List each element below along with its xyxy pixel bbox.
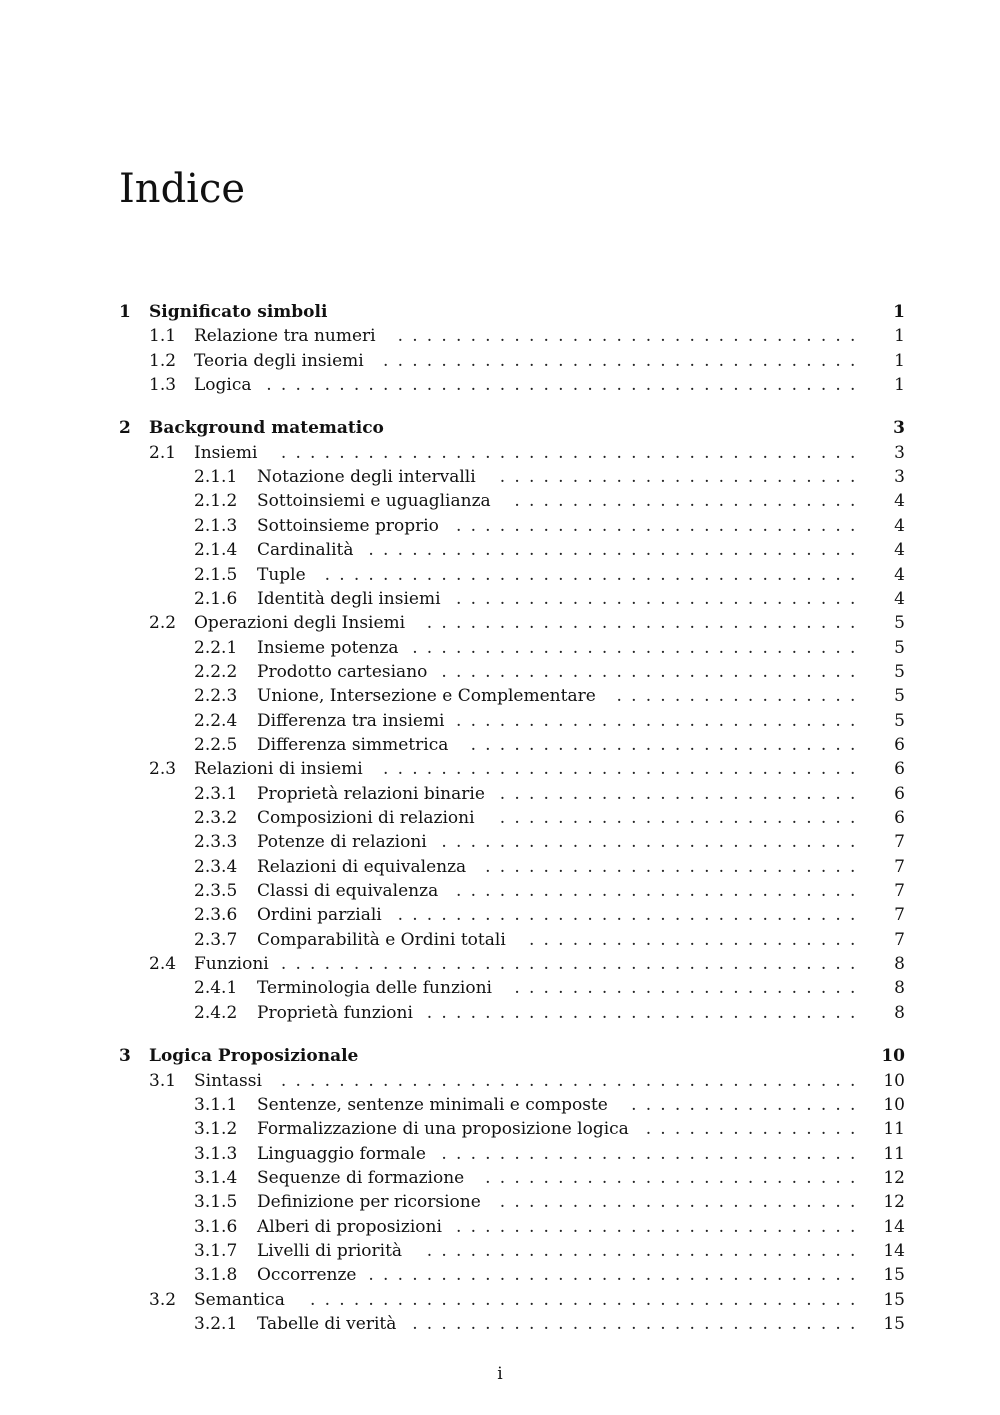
toc-entry-page: 5 [894,661,905,682]
toc-entry-subsection[interactable] [0,563,1000,587]
toc-entry-title: Differenza tra insiemi [257,710,445,731]
toc-dot-leader: . . . . . . . . . . . . . . . . . . . . . . . . . . . . . . . . [397,905,856,926]
toc-entry-number: 2.2.4 [194,710,238,731]
toc-entry-subsection[interactable] [0,733,1000,757]
toc-entry-title: Definizione per ricorsione [257,1192,481,1213]
toc-entry-number: 2.3 [149,759,177,780]
toc-entry-number: 2.3.2 [194,808,238,828]
toc-entry-title: Significato simboli [149,302,328,322]
toc-entry-page: 15 [883,1289,905,1310]
toc-entry-page: 6 [894,759,905,780]
toc-entry-page: 7 [894,905,905,926]
toc-entry-number: 2.1 [149,442,177,463]
toc-entry-title: Formalizzazione di una proposizione logica [257,1119,629,1140]
toc-entry-number: 3.1.5 [194,1192,238,1213]
toc-entry-subsection[interactable] [0,1093,1000,1117]
toc-entry-title: Insiemi [194,442,258,463]
toc-entry-number: 3.1.3 [194,1143,238,1164]
toc-entry-chapter[interactable] [0,300,1000,324]
toc-entry-page: 4 [894,491,905,512]
toc-entry-title: Relazioni di insiemi [194,759,363,780]
toc-entry-page: 8 [894,954,905,975]
toc-entry-page: 6 [894,734,905,755]
toc-entry-number: 2.3.4 [194,856,238,877]
toc-entry-subsection[interactable] [0,782,1000,806]
toc-entry-page: 1 [894,326,905,347]
toc-entry-section[interactable] [0,373,1000,397]
toc-entry-page: 10 [881,1046,905,1067]
toc-dot-leader: . . . . . . . . . . . . . . . . . . . . . . . . . . . . [455,588,856,609]
toc-entry-title: Cardinalità [257,540,354,561]
toc-entry-subsection[interactable] [0,855,1000,879]
toc-entry-number: 2.4.1 [194,978,238,999]
toc-entry-section[interactable] [0,349,1000,373]
toc-entry-page: 8 [894,978,905,999]
toc-dot-leader: . . . . . . . . . . . . . . . . . . . . . . . . . . . . [455,881,856,902]
toc-entry-title: Linguaggio formale [257,1143,426,1164]
toc-entry-subsection[interactable] [0,709,1000,733]
toc-entry-number: 2.3.5 [194,881,238,902]
toc-dot-leader: . . . . . . . . . . . . . . . . . . . . . . . . . . . . . . . . . [383,350,856,371]
toc-entry-number: 3.2 [149,1289,177,1310]
toc-entry-subsection[interactable] [0,830,1000,854]
toc-entry-number: 3.1.7 [194,1240,238,1261]
toc-entry-number: 2.3.7 [194,929,238,950]
toc-dot-leader: . . . . . . . . . . . . . . . . . . . . . . . . . . . . . [441,661,856,682]
toc-entry-chapter[interactable] [0,1044,1000,1068]
toc-entry-number: 1.2 [149,350,177,371]
toc-dot-leader: . . . . . . . . . . . . . . . . . . . . . . . . . . . [470,734,856,755]
toc-dot-leader: . . . . . . . . . . . . . . . . . . . . . . . . . . . . . [441,832,856,853]
toc-entry-page: 7 [894,929,905,950]
toc-entry-title: Notazione degli intervalli [257,467,476,488]
toc-entry-subsection[interactable] [0,465,1000,489]
toc-dot-leader: . . . . . . . . . . . . . . . . . . . . . . . . . [499,783,856,804]
toc-dot-leader: . . . . . . . . . . . . . . . . . . . . . . . . . . . . . . . . . [383,759,856,780]
toc-entry-page: 3 [894,467,905,488]
toc-entry-title: Occorrenze [257,1265,357,1286]
toc-entry-title: Unione, Intersezione e Complementare [257,686,596,707]
toc-entry-title: Logica Proposizionale [149,1046,359,1067]
toc-entry-page: 11 [883,1143,905,1164]
toc-entry-subsection[interactable] [0,1263,1000,1287]
toc-entry-title: Alberi di proposizioni [257,1216,442,1237]
toc-entry-title: Classi di equivalenza [257,881,439,902]
toc-entry-number: 2.1.4 [194,540,238,561]
toc-entry-number: 2.2 [149,613,177,634]
toc-dot-leader: . . . . . . . . . . . . . . . . . . . . . . . . . . . . . . . . . . . . . . . . [280,954,856,975]
toc-entry-page: 14 [883,1216,905,1237]
toc-entry-title: Logica [194,375,252,396]
toc-entry-subsection[interactable] [0,1215,1000,1239]
toc-entry-number: 2.4.2 [194,1002,238,1023]
toc-entry-page: 14 [883,1240,905,1261]
toc-dot-leader: . . . . . . . . . . . . . . . . . . . . . . . . . . . . [455,515,856,536]
toc-entry-subsection[interactable] [0,1001,1000,1025]
toc-entry-number: 3.1.8 [194,1265,238,1286]
toc-dot-leader: . . . . . . . . . . . . . . . . . . . . . . . . [514,491,856,512]
toc-entry-number: 2.3.3 [194,832,238,853]
toc-entry-number: 2.3.6 [194,905,238,926]
toc-dot-leader: . . . . . . . . . . . . . . . . . . . . . . . . . . . . . . . [412,637,856,658]
toc-entry-number: 3.2.1 [194,1314,238,1334]
toc-entry-title: Sintassi [194,1070,262,1091]
toc-dot-leader: . . . . . . . . . . . . . . . . . . . . . . . . . . . . . . . . [397,326,856,347]
toc-entry-subsection[interactable] [0,489,1000,513]
toc-entry-page: 6 [894,783,905,804]
toc-entry-number: 3.1.2 [194,1119,238,1140]
toc-entry-page: 5 [894,637,905,658]
toc-entry-page: 12 [883,1167,905,1188]
toc-entry-page: 11 [883,1119,905,1140]
toc-entry-title: Sentenze, sentenze minimali e composte [257,1094,608,1115]
toc-entry-title: Comparabilità e Ordini totali [257,929,506,950]
toc-entry-page: 4 [894,564,905,585]
toc-entry-page: 5 [894,613,905,634]
toc-entry-title: Sequenze di formazione [257,1167,465,1188]
toc-entry-page: 3 [893,418,905,439]
toc-entry-page: 12 [883,1192,905,1213]
toc-entry-subsection[interactable] [0,928,1000,952]
toc-entry-number: 2.1.2 [194,491,238,512]
toc-entry-subsection[interactable] [0,879,1000,903]
toc-entry-subsection[interactable] [0,903,1000,927]
toc-entry-title: Operazioni degli Insiemi [194,613,406,634]
toc-dot-leader: . . . . . . . . . . . . . . . . . . . . . . . . . . . . . . [426,1002,856,1023]
toc-entry-section[interactable] [0,324,1000,348]
toc-dot-leader: . . . . . . . . . . . . . . . . . . . . . . . . . . . . [455,1216,856,1237]
page-title: Indice [119,166,246,212]
toc-entry-subsection[interactable] [0,636,1000,660]
toc-entry-page: 7 [894,881,905,902]
toc-dot-leader: . . . . . . . . . . . . . . . . . . . . . . . [528,929,856,950]
toc-entry-number: 2.3.1 [194,783,238,804]
toc-entry-subsection[interactable] [0,1117,1000,1141]
toc-dot-leader: . . . . . . . . . . . . . . . . . . . . . . . . . . . . . . . . . . . . . [324,564,856,585]
toc-dot-leader: . . . . . . . . . . . . . . . . . . . . . . . . . . . . . . . [412,1314,856,1334]
toc-entry-page: 10 [883,1094,905,1115]
toc-dot-leader: . . . . . . . . . . . . . . . . . . . . . . . . . . . . . . . . . . [368,540,856,561]
toc-dot-leader: . . . . . . . . . . . . . . . . . . . . . . . . . . . . . . . . . . . . . . . . [280,442,856,463]
toc-entry-number: 3.1.6 [194,1216,238,1237]
toc-entry-page: 7 [894,832,905,853]
toc-entry-number: 2.2.3 [194,686,238,707]
toc-entry-subsection[interactable] [0,1312,1000,1336]
toc-entry-page: 5 [894,686,905,707]
toc-entry-title: Insieme potenza [257,637,399,658]
toc-entry-title: Livelli di priorità [257,1240,403,1261]
toc-entry-page: 10 [883,1070,905,1091]
toc-entry-title: Relazioni di equivalenza [257,856,467,877]
toc-entry-number: 2.2.5 [194,734,238,755]
toc-entry-number: 3.1 [149,1070,177,1091]
toc-entry-page: 4 [894,540,905,561]
toc-entry-subsection[interactable] [0,514,1000,538]
toc-dot-leader: . . . . . . . . . . . . . . . . . . . . . . . . . . . . . . . . . . . . . . . . . [266,375,856,396]
toc-dot-leader: . . . . . . . . . . . . . . . . . . . . . . . . . . . . . . [426,613,856,634]
toc-entry-title: Composizioni di relazioni [257,808,475,828]
toc-entry-section[interactable] [0,952,1000,976]
toc-entry-page: 5 [894,710,905,731]
toc-entry-section[interactable] [0,1069,1000,1093]
toc-entry-title: Terminologia delle funzioni [257,978,492,999]
toc-dot-leader: . . . . . . . . . . . . . . . . . . . . . . . . . . [485,856,856,877]
toc-entry-title: Tabelle di verità [257,1314,397,1334]
toc-entry-title: Proprietà funzioni [257,1002,413,1023]
toc-entry-title: Identità degli insiemi [257,588,441,609]
toc-entry-number: 3 [119,1046,131,1067]
toc-dot-leader: . . . . . . . . . . . . . . . . . . . . . . . . . [499,467,856,488]
toc-entry-title: Background matematico [149,418,384,439]
toc-entry-title: Prodotto cartesiano [257,661,428,682]
page-number: i [497,1364,503,1384]
toc-entry-number: 2.1.6 [194,588,238,609]
toc-entry-page: 7 [894,856,905,877]
toc-dot-leader: . . . . . . . . . . . . . . . . . . . . . . . . . . . . . . . . . . . . . . . . [280,1070,856,1091]
toc-dot-leader: . . . . . . . . . . . . . . . . . . . . . . . . . [499,1192,856,1213]
toc-dot-leader: . . . . . . . . . . . . . . . . [631,1094,856,1115]
toc-entry-page: 3 [894,442,905,463]
toc-entry-number: 2 [119,418,131,439]
toc-entry-subsection[interactable] [0,806,1000,830]
toc-dot-leader: . . . . . . . . . . . . . . . . . . . . . . . . . . . . . [441,1143,856,1164]
toc-dot-leader: . . . . . . . . . . . . . . . . . . . . . . . . . . . . . . [426,1240,856,1261]
toc-dot-leader: . . . . . . . . . . . . . . . . . . . . . . . . . . [485,1167,856,1188]
toc-entry-section[interactable] [0,757,1000,781]
toc-entry-title: Semantica [194,1289,285,1310]
toc-entry-subsection[interactable] [0,1166,1000,1190]
toc-entry-title: Teoria degli insiemi [194,350,364,371]
toc-dot-leader: . . . . . . . . . . . . . . . . . . . . . . . . . . . . . . . . . . . . . . [310,1289,856,1310]
toc-entry-number: 1.1 [149,326,177,347]
toc-entry-number: 2.1.5 [194,564,238,585]
toc-dot-leader: . . . . . . . . . . . . . . . . . . . . . . . . [514,978,856,999]
toc-entry-page: 15 [883,1265,905,1286]
toc-entry-number: 3.1.4 [194,1167,238,1188]
toc-dot-leader: . . . . . . . . . . . . . . . . . [616,686,856,707]
toc-entry-subsection[interactable] [0,587,1000,611]
toc-entry-page: 8 [894,1002,905,1023]
toc-entry-number: 3.1.1 [194,1094,238,1115]
toc-entry-number: 2.2.1 [194,637,238,658]
toc-entry-subsection[interactable] [0,660,1000,684]
toc-entry-number: 1 [119,302,131,322]
toc-entry-page: 15 [883,1314,905,1334]
toc-entry-number: 2.4 [149,954,177,975]
toc-dot-leader: . . . . . . . . . . . . . . . [645,1119,856,1140]
toc-entry-page: 1 [893,302,905,322]
toc-entry-subsection[interactable] [0,1190,1000,1214]
toc-entry-title: Sottoinsiemi e uguaglianza [257,491,491,512]
toc-entry-section[interactable] [0,1288,1000,1312]
toc-entry-title: Differenza simmetrica [257,734,449,755]
toc-entry-section[interactable] [0,611,1000,635]
toc-entry-page: 4 [894,515,905,536]
toc-entry-section[interactable] [0,441,1000,465]
toc-entry-page: 1 [894,375,905,396]
toc-entry-number: 2.1.3 [194,515,238,536]
toc-entry-subsection[interactable] [0,1239,1000,1263]
toc-entry-title: Funzioni [194,954,269,975]
toc-entry-page: 6 [894,808,905,828]
toc-entry-subsection[interactable] [0,684,1000,708]
toc-entry-number: 2.1.1 [194,467,238,488]
toc-entry-title: Relazione tra numeri [194,326,376,347]
toc-entry-title: Sottoinsieme proprio [257,515,439,536]
toc-entry-page: 4 [894,588,905,609]
toc-entry-page: 1 [894,350,905,371]
toc-entry-title: Ordini parziali [257,905,382,926]
toc-entry-title: Tuple [257,564,306,585]
toc-entry-subsection[interactable] [0,538,1000,562]
toc-entry-subsection[interactable] [0,1142,1000,1166]
toc-dot-leader: . . . . . . . . . . . . . . . . . . . . . . . . . . . . . . . . . . [368,1265,856,1286]
toc-dot-leader: . . . . . . . . . . . . . . . . . . . . . . . . . . . . [455,710,856,731]
toc-entry-subsection[interactable] [0,976,1000,1000]
toc-entry-chapter[interactable] [0,416,1000,440]
toc-entry-number: 1.3 [149,375,177,396]
toc-entry-title: Proprietà relazioni binarie [257,783,485,804]
toc-entry-number: 2.2.2 [194,661,238,682]
toc-dot-leader: . . . . . . . . . . . . . . . . . . . . . . . . . [499,808,856,828]
toc-entry-title: Potenze di relazioni [257,832,427,853]
